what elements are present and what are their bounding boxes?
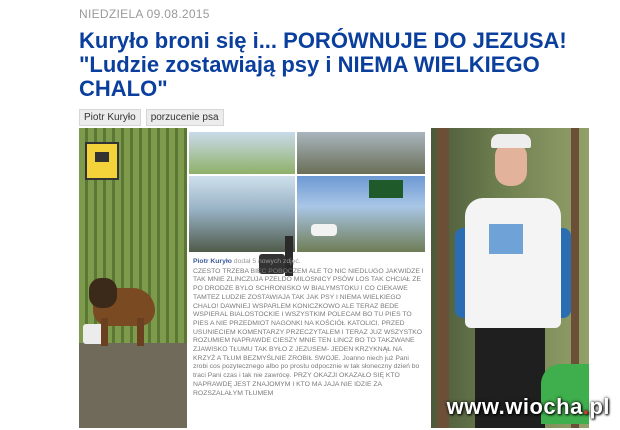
runner-face: [495, 142, 527, 186]
dog-leg: [137, 318, 144, 346]
tag-piotr-kurylo[interactable]: Piotr Kuryło: [79, 109, 141, 126]
facebook-post-text: [193, 258, 425, 398]
dog-photo: [79, 128, 187, 428]
tag-porzucenie-psa[interactable]: porzucenie psa: [146, 109, 224, 126]
post-photo-4: [297, 176, 425, 252]
post-photo-3: [189, 176, 295, 252]
post-action: dodał 5 nowych zdjęć.: [233, 258, 301, 265]
article-title[interactable]: Kuryło broni się i... PORÓWNUJE DO JEZUSA! "Ludzie zostawiają psy i NIEMA WIELKIEGO CHALO": [79, 28, 567, 101]
watermark-dot: .: [582, 394, 590, 419]
tree-trunk: [437, 128, 449, 428]
article-image: [79, 128, 589, 428]
post-photo-2: [297, 132, 425, 174]
article-date: NIEDZIELA 09.08.2015: [79, 7, 210, 21]
tag-list: [79, 109, 224, 126]
road-sign: [369, 180, 403, 198]
post-photo-1: [189, 132, 295, 174]
watermark-tld: pl: [589, 394, 610, 419]
warning-sign: [85, 142, 119, 180]
dog-leg: [101, 318, 108, 346]
facebook-post-screenshot: [189, 128, 427, 428]
car: [311, 224, 337, 236]
runner-photo: [431, 128, 589, 428]
post-author: Piotr Kuryło: [193, 258, 232, 265]
ground: [79, 343, 187, 428]
runner-shirt: [465, 198, 561, 328]
shirt-print: [489, 224, 523, 254]
runner-cap: [491, 134, 531, 148]
post-body: CZESTO TRZEBA BIEC POBOCZEM ALE TO NIC NIEDLUGO JAKWIDZE I TAK MNIE ZLINCZUJA PZELDO MILOSNICY PSÓW LOS TAK CHCIAŁ ZE PO DRODZE BYLO SCHRONISKO W BIALYMSTOKU I CO CIEKAWE TAMTEZ LUDZIE ZOSTAWIAJA TAK JAK PSY I NIEMA WIELKIEGO CHALO! DAWNIEJ WSPARLEM KONICZKOWO ALE TERAZ BEDE WSPIERAL BIALOSTOCKIE I WSZYSTKIM POLECAM BO TU PIES TO PIES A NIE PRZEDMIOT NAGONKI NA KOŚCIÓŁ KATOLICI. PRZED USUNIECIEM KOMENTARZY PRZECZYTALEM I TERAZ JUZ WSZYSTKO ROZUMIEM NAPRAWDE CIESZY MNIE TEN LINCZ BO TO TAKZWANE ZJAWISKO TŁUMU TAK BYŁO Z JEZUSEM- JEDEN KRZYKNĄŁ NA KRZYŻ A TŁUM BEZMYŚLNIE ZROBIŁ SWOJE. Joanno niech już Pani zrobi cos pozytecznego albo po prostu odpocznie w tak słoneczny dzień bo traci Pani czas i tak nie zawrócę. PRZY OKAZJI OKAZAŁO SIĘ KTO NAPRAWDĘ JEST ZNAJOMYM I KTO MA JAJA NIE IDZIE ZA ROZSZALAŁYM TŁUMEM: [193, 267, 424, 397]
watermark-text: www.wiocha: [446, 394, 583, 419]
site-watermark: [447, 394, 610, 420]
dog-head: [89, 278, 117, 308]
